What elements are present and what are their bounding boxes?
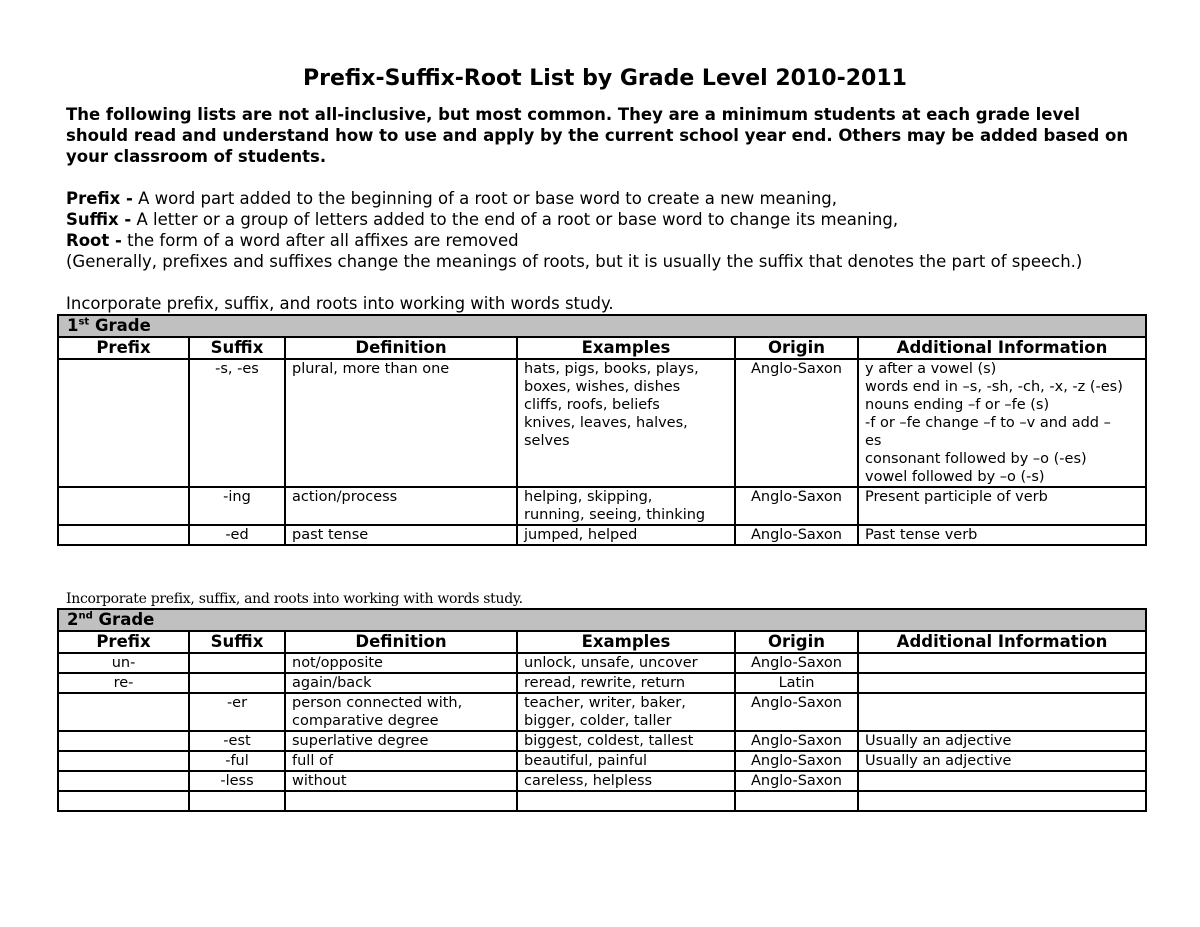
root-term: Root - — [66, 231, 122, 250]
examples-cell-line: helping, skipping, — [524, 489, 653, 505]
grade-1-header — [58, 315, 1146, 337]
definition-cell-line: comparative degree — [292, 713, 439, 729]
definition-cell-line: person connected with, — [292, 695, 463, 711]
info-cell-line: nouns ending –f or –fe (s) — [865, 397, 1050, 413]
origin-cell — [735, 525, 858, 545]
header-definition: Definition — [285, 631, 517, 653]
suffix-cell-line: -ful — [225, 753, 249, 769]
prefix-cell — [58, 525, 189, 545]
info-cell — [858, 653, 1146, 673]
info-cell-line: vowel followed by –o (-s) — [865, 469, 1045, 485]
origin-cell-line: Anglo-Saxon — [750, 361, 842, 377]
examples-cell-line: running, seeing, thinking — [524, 507, 706, 523]
suffix-cell — [189, 751, 285, 771]
examples-cell — [517, 673, 735, 693]
incorporate-note-2: Incorporate prefix, suffix, and roots into working with words study. — [66, 591, 523, 607]
page-title: Prefix-Suffix-Root List by Grade Level 2010-2011 — [303, 66, 907, 91]
examples-cell-line: beautiful, painful — [524, 753, 648, 769]
origin-cell — [735, 751, 858, 771]
examples-cell-line: hats, pigs, books, plays, — [524, 361, 699, 377]
examples-cell — [517, 731, 735, 751]
info-cell — [858, 359, 1146, 487]
examples-cell-line: biggest, coldest, tallest — [524, 733, 694, 749]
column-headers — [58, 337, 1146, 359]
definition-cell-line: superlative degree — [292, 733, 429, 749]
root-text: the form of a word after all affixes are removed — [121, 231, 519, 250]
info-cell-line: Usually an adjective — [865, 733, 1012, 749]
prefix-cell — [58, 653, 189, 673]
grade-2-sup: nd — [78, 610, 93, 622]
definition-cell — [285, 359, 517, 487]
table-row — [58, 525, 1146, 545]
examples-cell-line: unlock, unsafe, uncover — [524, 655, 698, 671]
info-cell-line: consonant followed by –o (-es) — [865, 451, 1087, 467]
info-cell-line: words end in –s, -sh, -ch, -x, -z (-es) — [865, 379, 1123, 395]
header-origin: Origin — [735, 337, 858, 359]
suffix-cell — [189, 791, 285, 811]
examples-cell — [517, 791, 735, 811]
prefix-cell — [58, 751, 189, 771]
definition-cell-line: not/opposite — [292, 655, 383, 671]
definition-cell — [285, 673, 517, 693]
grade-2-table — [57, 608, 1147, 812]
definition-cell-line: action/process — [292, 489, 398, 505]
definition-cell — [285, 653, 517, 673]
prefix-cell — [58, 693, 189, 731]
suffix-cell — [189, 731, 285, 751]
suffix-text: A letter or a group of letters added to the end of a root or base word to change its meaning, — [131, 210, 899, 229]
examples-cell-line: knives, leaves, halves, — [524, 415, 688, 431]
origin-cell-line: Anglo-Saxon — [750, 773, 842, 789]
origin-cell — [735, 731, 858, 751]
header-suffix: Suffix — [189, 631, 285, 653]
examples-cell-line: reread, rewrite, return — [524, 675, 686, 691]
header-additional: Additional Information — [858, 337, 1146, 359]
grade-1-number: 1 — [67, 316, 79, 335]
suffix-cell — [189, 653, 285, 673]
prefix-cell — [58, 771, 189, 791]
origin-cell — [735, 771, 858, 791]
prefix-cell-line: re- — [113, 675, 134, 691]
table-row — [58, 771, 1146, 791]
definition-cell — [285, 731, 517, 751]
header-origin: Origin — [735, 631, 858, 653]
suffix-cell-line: -less — [220, 773, 254, 789]
suffix-cell — [189, 359, 285, 487]
origin-cell — [735, 791, 858, 811]
header-examples: Examples — [517, 631, 735, 653]
examples-cell-line: careless, helpless — [524, 773, 653, 789]
definition-cell-line: again/back — [292, 675, 372, 691]
prefix-cell — [58, 673, 189, 693]
origin-cell-line: Anglo-Saxon — [750, 655, 842, 671]
table-row — [58, 751, 1146, 771]
suffix-cell-line: -ing — [223, 489, 251, 505]
suffix-cell — [189, 771, 285, 791]
origin-cell-line: Anglo-Saxon — [750, 695, 842, 711]
origin-cell-line: Anglo-Saxon — [750, 527, 842, 543]
examples-cell-line: cliffs, roofs, beliefs — [524, 397, 660, 413]
info-cell — [858, 751, 1146, 771]
info-cell-line: Present participle of verb — [865, 489, 1048, 505]
root-definition — [66, 230, 1144, 251]
incorporate-note-1: Incorporate prefix, suffix, and roots into working with words study. — [66, 294, 614, 313]
definition-cell-line: past tense — [292, 527, 369, 543]
info-cell-line: Past tense verb — [865, 527, 978, 543]
origin-cell-line: Latin — [778, 675, 815, 691]
origin-cell-line: Anglo-Saxon — [750, 753, 842, 769]
suffix-cell — [189, 525, 285, 545]
examples-cell-line: boxes, wishes, dishes — [524, 379, 681, 395]
info-cell — [858, 673, 1146, 693]
grade-2-label: Grade — [92, 610, 155, 629]
suffix-cell-line: -s, -es — [215, 361, 259, 377]
origin-cell — [735, 693, 858, 731]
header-definition: Definition — [285, 337, 517, 359]
origin-cell — [735, 673, 858, 693]
info-cell — [858, 525, 1146, 545]
definition-cell-line: full of — [292, 753, 333, 769]
grade-2-header — [58, 609, 1146, 631]
info-cell — [858, 487, 1146, 525]
table-row — [58, 791, 1146, 811]
suffix-cell — [189, 693, 285, 731]
prefix-definition — [66, 188, 1144, 209]
prefix-cell-line: un- — [111, 655, 136, 671]
prefix-cell — [58, 359, 189, 487]
prefix-cell — [58, 791, 189, 811]
document-page — [66, 62, 1144, 812]
prefix-text: A word part added to the beginning of a root or base word to create a new meaning, — [132, 189, 837, 208]
examples-cell — [517, 693, 735, 731]
info-cell — [858, 791, 1146, 811]
origin-cell — [735, 359, 858, 487]
header-examples: Examples — [517, 337, 735, 359]
header-prefix: Prefix — [58, 337, 189, 359]
column-headers — [58, 631, 1146, 653]
info-cell-line: es — [865, 433, 882, 449]
table-row — [58, 487, 1146, 525]
definition-cell — [285, 771, 517, 791]
grade-1-sup: st — [78, 316, 90, 328]
header-additional: Additional Information — [858, 631, 1146, 653]
definition-cell-line: plural, more than one — [292, 361, 450, 377]
suffix-cell — [189, 487, 285, 525]
info-cell — [858, 693, 1146, 731]
origin-cell-line: Anglo-Saxon — [750, 733, 842, 749]
suffix-cell-line: -er — [226, 695, 248, 711]
header-suffix: Suffix — [189, 337, 285, 359]
table-row — [58, 653, 1146, 673]
table-row — [58, 693, 1146, 731]
prefix-cell — [58, 487, 189, 525]
examples-cell — [517, 751, 735, 771]
examples-cell-line: selves — [524, 433, 570, 449]
definition-cell — [285, 751, 517, 771]
suffix-term: Suffix - — [66, 210, 132, 229]
examples-cell — [517, 359, 735, 487]
intro-paragraph: The following lists are not all-inclusive, but most common. They are a minimum students at each grade level should read and understand how to use and apply by the current school year end. Others may be added based on your classroom of students. — [66, 105, 1129, 166]
examples-cell-line: jumped, helped — [524, 527, 638, 543]
table-row — [58, 673, 1146, 693]
suffix-cell — [189, 673, 285, 693]
grade-1-label: Grade — [89, 316, 151, 335]
definition-cell — [285, 693, 517, 731]
prefix-term: Prefix - — [66, 189, 133, 208]
info-cell-line: Usually an adjective — [865, 753, 1012, 769]
examples-cell — [517, 487, 735, 525]
info-cell-line: -f or –fe change –f to –v and add – — [865, 415, 1111, 431]
info-cell — [858, 731, 1146, 751]
table-row — [58, 359, 1146, 487]
definition-cell — [285, 791, 517, 811]
grade-1-table — [57, 314, 1147, 546]
examples-cell — [517, 771, 735, 791]
info-cell — [858, 771, 1146, 791]
grade-2-number: 2 — [67, 610, 79, 629]
origin-cell — [735, 487, 858, 525]
info-cell-line: y after a vowel (s) — [865, 361, 997, 377]
table-row — [58, 731, 1146, 751]
definitions — [66, 188, 1144, 272]
examples-cell — [517, 525, 735, 545]
suffix-definition — [66, 209, 1144, 230]
suffix-cell-line: -ed — [225, 527, 249, 543]
origin-cell-line: Anglo-Saxon — [750, 489, 842, 505]
examples-cell-line: bigger, colder, taller — [524, 713, 672, 729]
definitions-note: (Generally, prefixes and suffixes change the meanings of roots, but it is usually the suffix that denotes the part of speech.) — [66, 252, 1083, 271]
examples-cell — [517, 653, 735, 673]
definition-cell-line: without — [292, 773, 347, 789]
definition-cell — [285, 525, 517, 545]
prefix-cell — [58, 731, 189, 751]
examples-cell-line: teacher, writer, baker, — [524, 695, 686, 711]
definition-cell — [285, 487, 517, 525]
header-prefix: Prefix — [58, 631, 189, 653]
origin-cell — [735, 653, 858, 673]
suffix-cell-line: -est — [223, 733, 251, 749]
